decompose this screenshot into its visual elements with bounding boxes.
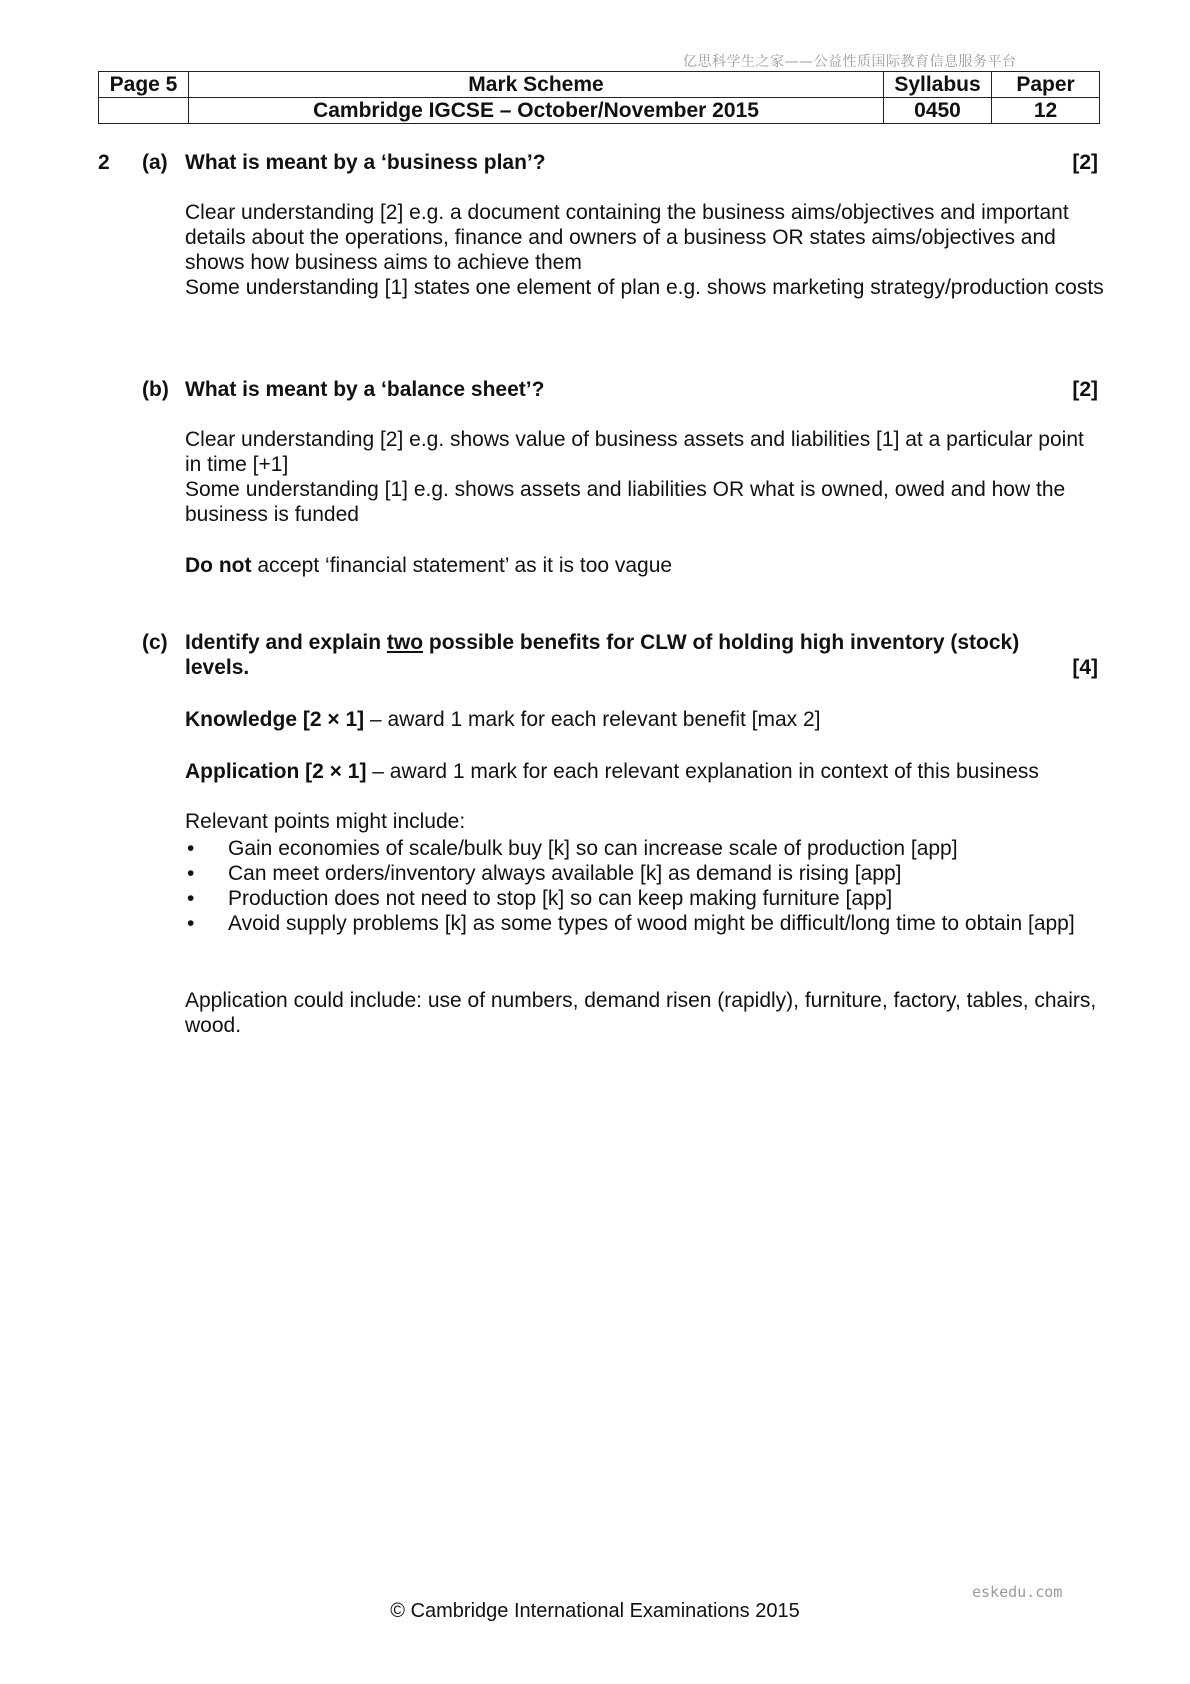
part-a-label: (a) [142,151,168,174]
list-item: • Avoid supply problems [k] as some types of wood might be difficult/long time to obtain [app] [187,912,1075,935]
bullet-icon: • [187,837,195,860]
part-c-knowledge [185,707,1105,732]
application-rest: – award 1 mark for each relevant explanation in context of this business [366,760,1039,783]
part-c-marks: [4] [1072,656,1098,679]
watermark-top: 亿思科学生之家——公益性质国际教育信息服务平台 [683,54,1017,70]
knowledge-rest: – award 1 mark for each relevant benefit [max 2] [364,708,821,731]
part-c-label: (c) [142,631,168,654]
part-c-relevant-intro: Relevant points might include: [185,810,466,833]
part-c-application [185,759,1105,784]
copyright-footer: © Cambridge International Examinations 2015 [390,1600,800,1622]
bullet-icon: • [187,862,195,885]
part-a-answer [185,200,1105,300]
part-b-some-understanding: Some understanding [1] e.g. shows assets and liabilities OR what is owned, owed and how the business is funded [185,478,1066,526]
do-not-bold: Do not [185,554,252,577]
empty-cell [99,98,189,124]
header-title: Mark Scheme [189,72,884,98]
part-a-question: What is meant by a ‘business plan’? [185,151,546,174]
list-item: • Can meet orders/inventory always available [k] as demand is rising [app] [187,862,902,885]
header-subtitle: Cambridge IGCSE – October/November 2015 [189,98,884,124]
part-c-question: Identify and explain two possible benefits for CLW of holding high inventory (stock) levels. [185,631,1020,679]
do-not-rest: accept ‘financial statement’ as it is too vague [251,554,673,577]
part-b-clear-understanding: Clear understanding [2] e.g. shows value of business assets and liabilities [1] at a particular point in time [+1] [185,428,1084,476]
paper-number: 12 [992,98,1100,124]
question-number: 2 [98,151,110,174]
part-a-clear-understanding: Clear understanding [2] e.g. a document containing the business aims/objectives and important details about the operations, finance and owners of a business OR states aims/objectives and shows how business aims to achieve them [185,201,1069,274]
paper-label: Paper [992,72,1100,98]
underlined-two: two [386,631,424,654]
part-a-marks: [2] [1072,151,1098,174]
bullet-icon: • [187,887,195,910]
part-b-marks: [2] [1072,378,1098,401]
list-item: • Gain economies of scale/bulk buy [k] so can increase scale of production [app] [187,837,958,860]
part-b-answer [185,427,1105,527]
watermark-bottom: eskedu.com [972,1583,1063,1601]
part-b-question: What is meant by a ‘balance sheet’? [185,378,545,401]
bullet-icon: • [187,912,195,935]
syllabus-code: 0450 [884,98,992,124]
part-b-do-not-note [185,553,1105,578]
part-a-some-understanding: Some understanding [1] states one element of plan e.g. shows marketing strategy/production costs [185,276,1104,299]
syllabus-label: Syllabus [884,72,992,98]
list-item: • Production does not need to stop [k] so can keep making furniture [app] [187,887,893,910]
page-number: Page 5 [99,72,189,98]
mark-scheme-header-table [98,71,1100,124]
knowledge-bold: Knowledge [2 × 1] [185,708,365,731]
part-b-label: (b) [142,378,169,401]
application-bold: Application [2 × 1] [185,760,367,783]
part-c-application-could: Application could include: use of numbers, demand risen (rapidly), furniture, factory, tables, chairs, wood. [185,989,1097,1037]
relevant-points-list [185,836,1105,936]
